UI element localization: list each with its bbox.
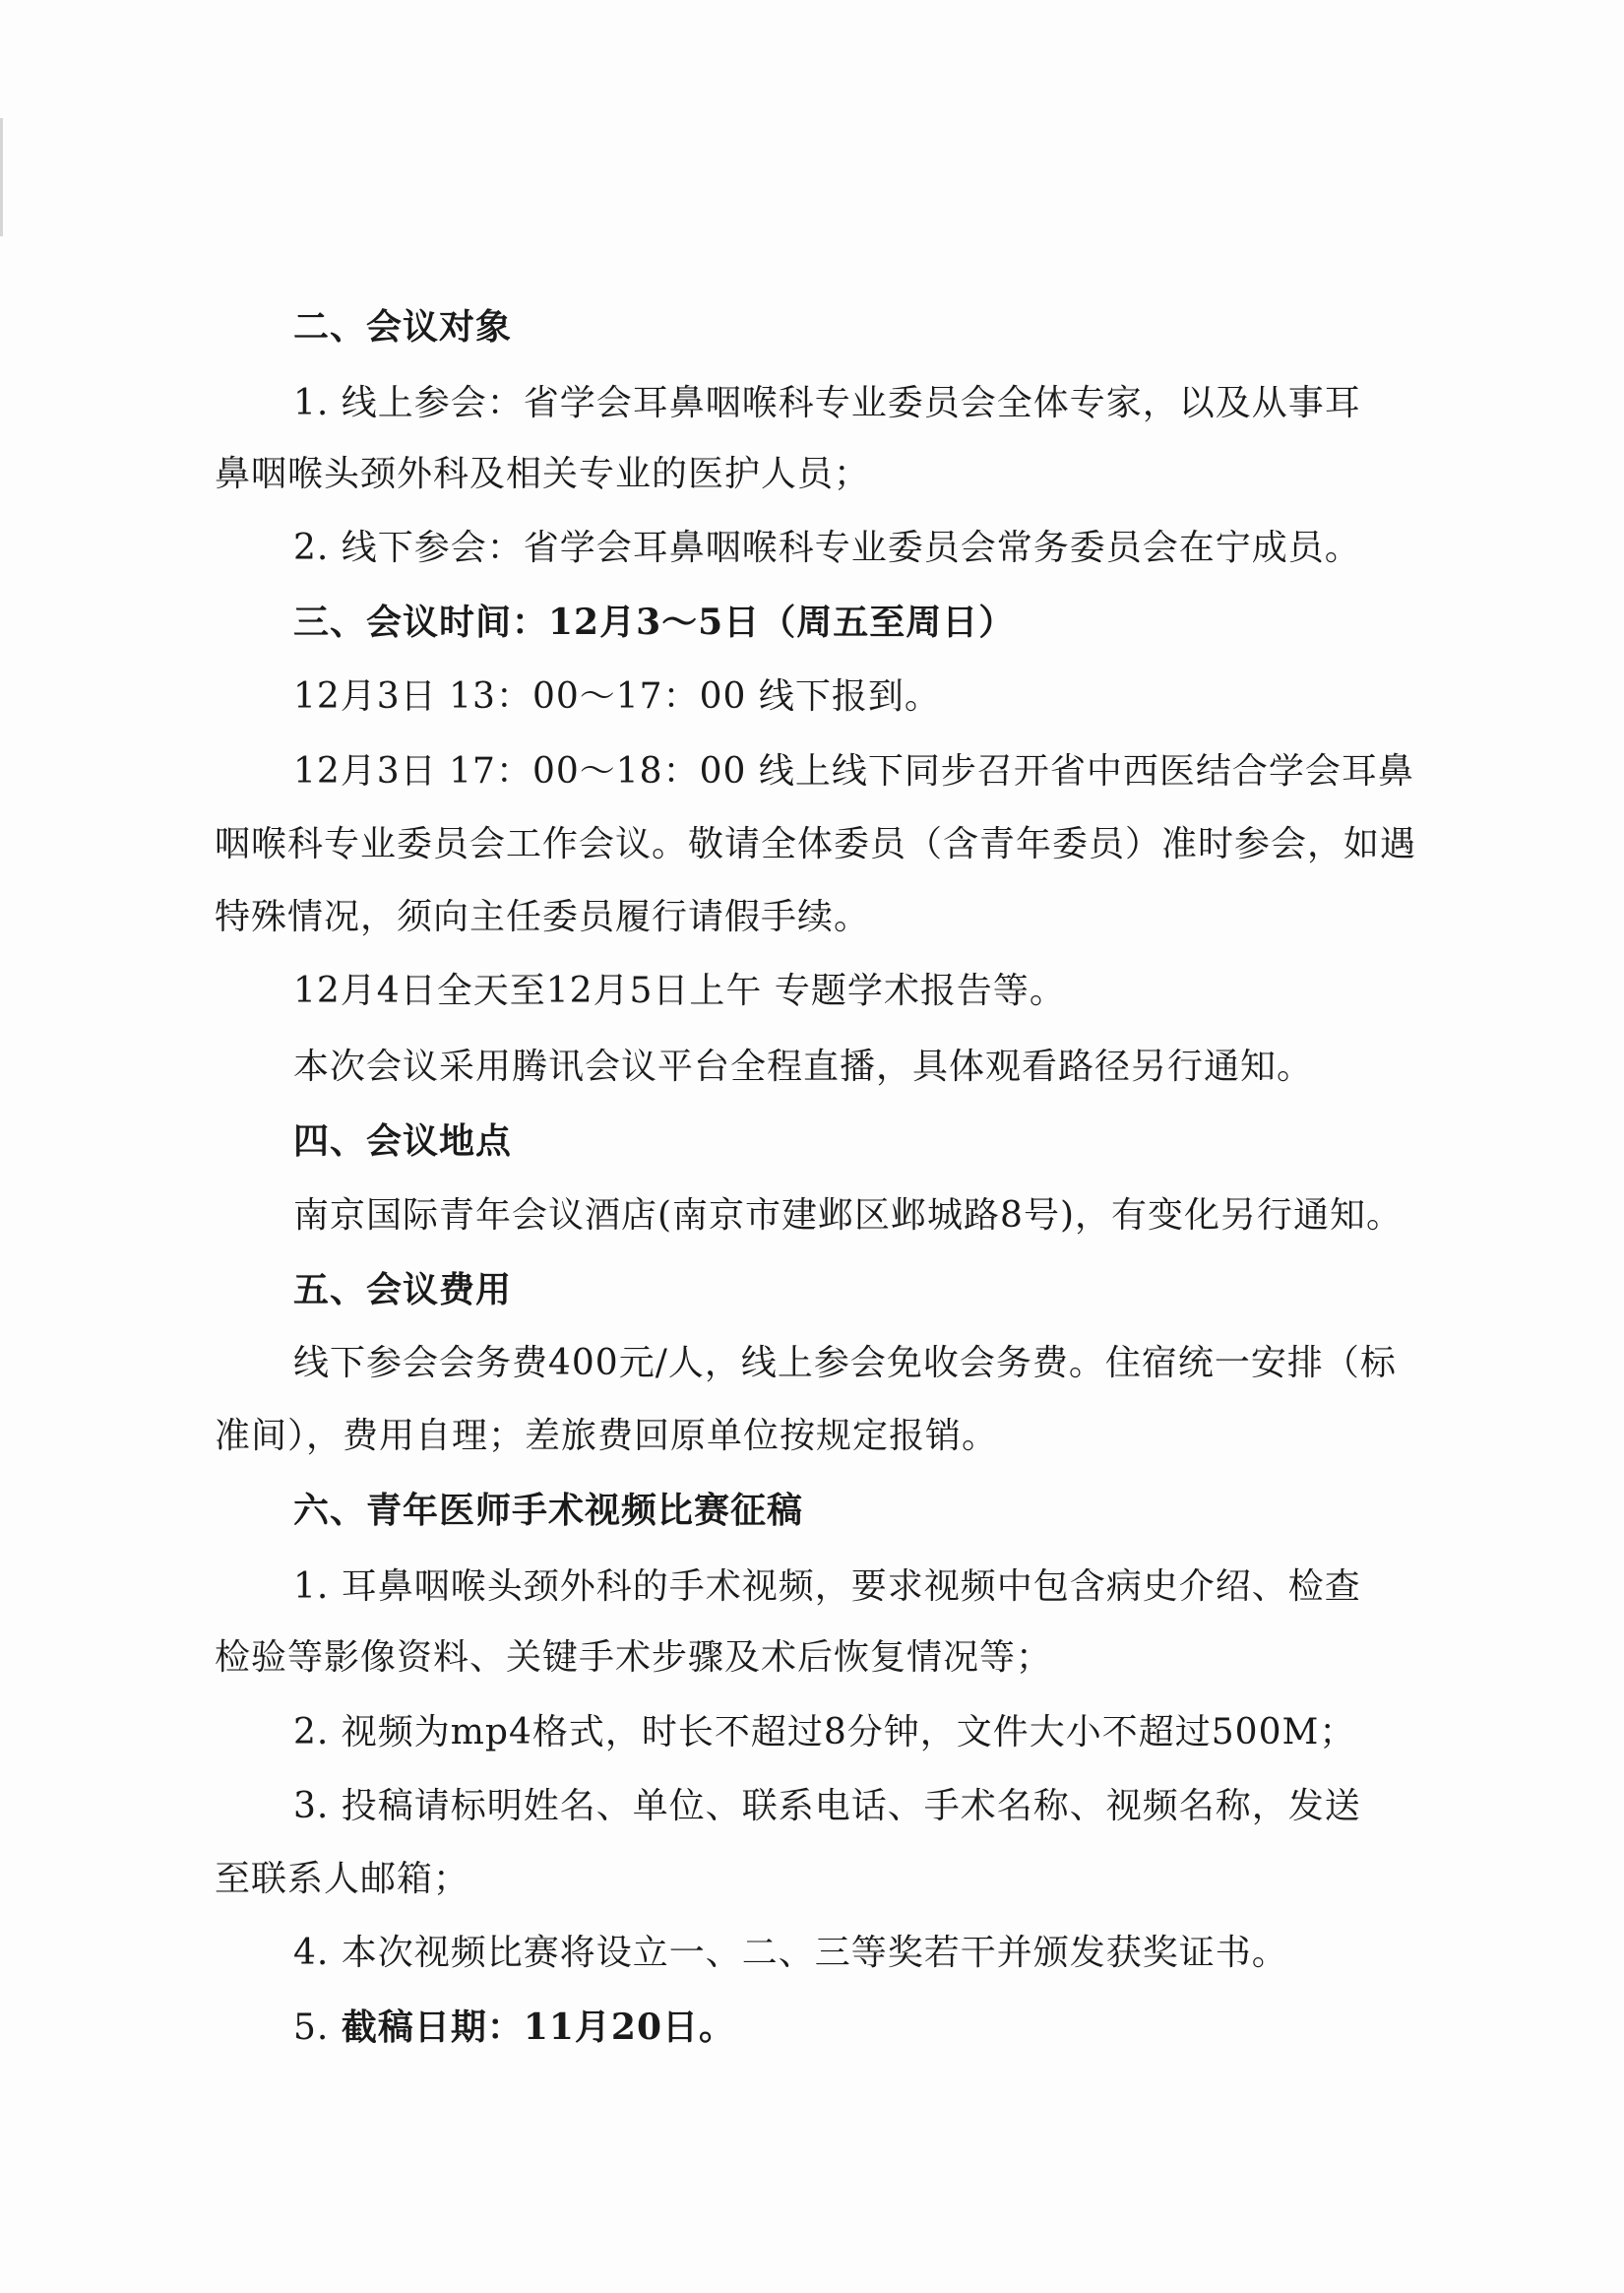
contest-item-5 xyxy=(293,2006,735,2050)
attendees-item-2: 2. 线下参会：省学会耳鼻咽喉科专业委员会常务委员会在宁成员。 xyxy=(293,528,1361,568)
schedule-committee-meeting: 12月3日 17：00～18：00 线上线下同步召开省中西医结合学会耳鼻 xyxy=(293,751,1414,792)
schedule-committee-meeting-cont-1: 咽喉科专业委员会工作会议。敬请全体委员（含青年委员）准时参会，如遇 xyxy=(215,824,1417,864)
contest-item-1-cont: 检验等影像资料、关键手术步骤及术后恢复情况等； xyxy=(215,1637,1053,1678)
section-heading-time: 三、会议时间：12月3～5日（周五至周日） xyxy=(293,602,1016,643)
fees-text: 线下参会会务费400元/人，线上参会免收会务费。住宿统一安排（标 xyxy=(293,1343,1397,1383)
deadline-date: 11月20日。 xyxy=(523,2006,736,2048)
scan-edge-mark xyxy=(0,118,3,236)
schedule-academic-reports: 12月4日全天至12月5日上午 专题学术报告等。 xyxy=(293,971,1066,1011)
deadline-label: 截稿日期： xyxy=(341,2006,524,2048)
section-heading-venue: 四、会议地点 xyxy=(293,1120,513,1162)
attendees-item-1-cont: 鼻咽喉头颈外科及相关专业的医护人员； xyxy=(215,454,871,494)
attendees-item-1: 1. 线上参会：省学会耳鼻咽喉科专业委员会全体专家，以及从事耳 xyxy=(293,383,1361,423)
section-heading-video-contest: 六、青年医师手术视频比赛征稿 xyxy=(293,1490,804,1531)
venue-address: 南京国际青年会议酒店(南京市建邺区邺城路8号)，有变化另行通知。 xyxy=(293,1195,1403,1236)
contest-item-2: 2. 视频为mp4格式，时长不超过8分钟，文件大小不超过500M； xyxy=(293,1712,1356,1752)
contest-item-1: 1. 耳鼻咽喉头颈外科的手术视频，要求视频中包含病史介绍、检查 xyxy=(293,1566,1361,1607)
section-heading-fees: 五、会议费用 xyxy=(293,1269,513,1310)
live-broadcast-note: 本次会议采用腾讯会议平台全程直播，具体观看路径另行通知。 xyxy=(293,1047,1314,1087)
schedule-committee-meeting-cont-2: 特殊情况，须向主任委员履行请假手续。 xyxy=(215,897,871,937)
contest-item-4: 4. 本次视频比赛将设立一、二、三等奖若干并颁发获奖证书。 xyxy=(293,1933,1288,1973)
schedule-registration: 12月3日 13：00～17：00 线下报到。 xyxy=(293,676,941,717)
section-heading-attendees: 二、会议对象 xyxy=(293,306,513,348)
contest-item-3-cont: 至联系人邮箱； xyxy=(215,1859,470,1899)
fees-text-cont: 准间），费用自理；差旅费回原单位按规定报销。 xyxy=(215,1416,999,1456)
contest-item-5-number: 5. xyxy=(293,2007,330,2048)
contest-item-3: 3. 投稿请标明姓名、单位、联系电话、手术名称、视频名称，发送 xyxy=(293,1786,1361,1826)
